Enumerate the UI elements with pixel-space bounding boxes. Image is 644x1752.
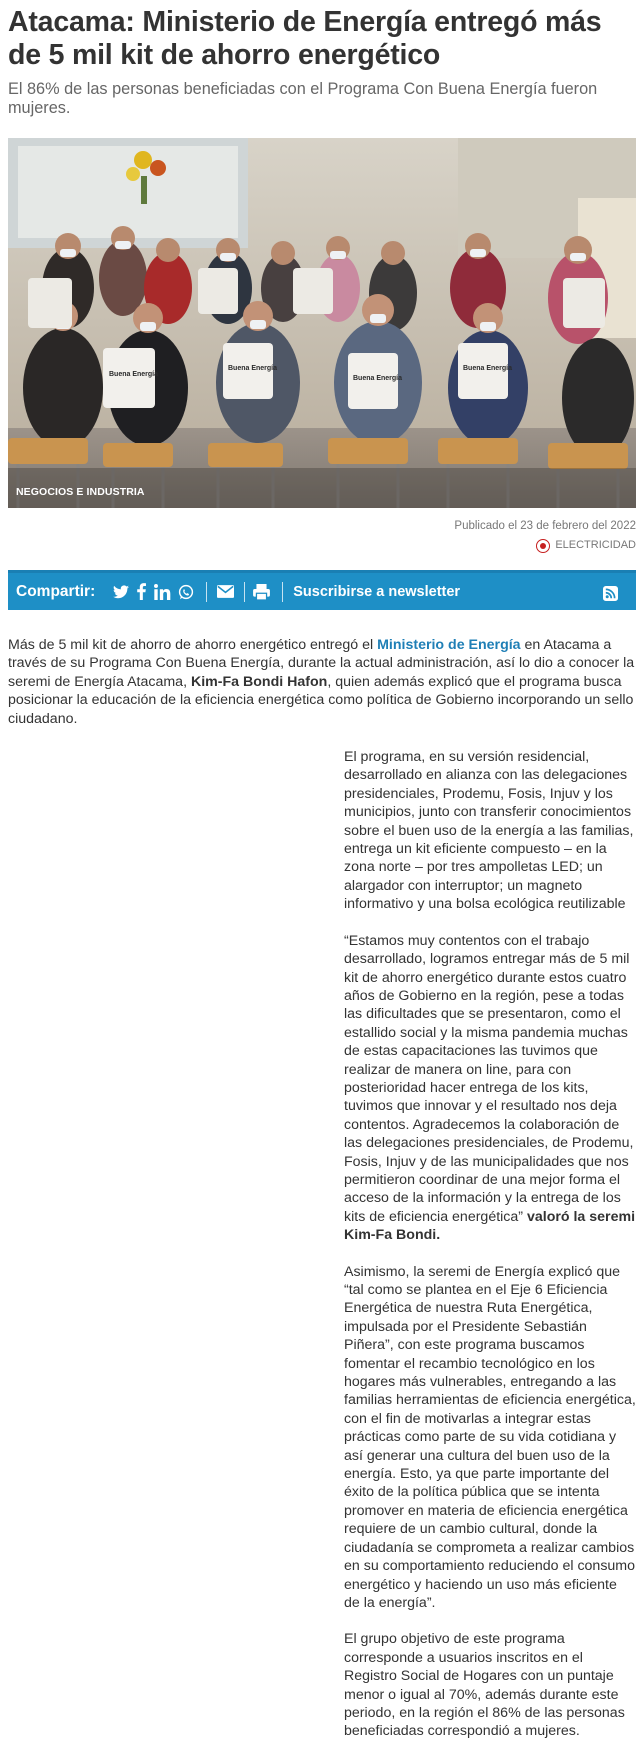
- paragraph-quote: “Estamos muy contentos con el trabajo desarrollado, logramos entregar más de 5 mil kit de ahorro energético durante estos cuatro años de Gobierno en la región, pese a todas las dificultades que se presentaron, como el estallido social y la misma pandemia muchas de estas capacitaciones las tuvimos que realizar de manera on line, para con posterioridad hacer entrega de los kits, tuvimos que innovar y el resultado nos deja contentos. Agradecemos la colaboración de las delegaciones presidenciales, de Prodemu, Fosis, Injuv y de las municipalidades que nos permitieron coordinar de una mejor forma el acceso de la información y la entrega de los kits de eficiencia energética” valoró la seremi Kim-Fa Bondi.: [344, 932, 636, 1244]
- linkedin-icon[interactable]: [154, 583, 170, 601]
- print-icon[interactable]: [253, 583, 270, 601]
- divider: [282, 582, 283, 602]
- divider: [244, 582, 245, 602]
- bag-print: Buena Energía: [463, 365, 513, 372]
- paragraph-grupo-objetivo: El grupo objetivo de este programa corresponde a usuarios inscritos en el Registro Social de Hogares con un puntaje menor o igual al 70%, además durante este periodo, en la región el 86% de las personas beneficiadas correspondió a mujeres.: [344, 1631, 625, 1740]
- share-label: Compartir:: [16, 582, 96, 600]
- twitter-icon[interactable]: [113, 583, 129, 601]
- whatsapp-icon[interactable]: [178, 583, 194, 601]
- paragraph-intro: Más de 5 mil kit de ahorro de ahorro energético entregó el Ministerio de Energía en Atacama a través de su Programa Con Buena Energía, durante la actual administración, así lo dio a conocer la seremi de Energía Atacama, Kim-Fa Bondi Hafon, quien además explicó que el programa busca posicionar la educación de la eficiencia energética como política de Gobierno incorporando un sello ciudadano.: [8, 637, 635, 727]
- image-category-label[interactable]: NEGOCIOS E INDUSTRIA: [16, 486, 145, 498]
- hero-image[interactable]: [8, 138, 636, 508]
- bag-print: Buena Energía: [228, 365, 278, 372]
- paragraph-asimismo: Asimismo, la seremi de Energía explicó que “tal como se plantea en el Eje 6 Eficiencia Energética de nuestra Ruta Energética, impulsada por el Presidente Sebastián Piñera”, con este programa buscamos fomentar el recambio tecnológico en los hogares más vulnerables, entregando a las familias herramientas de eficiencia energética, con el fin de motivarlas a integrar estas prácticas como parte de su vida cotidiana y así generar una cultura del buen uso de la energía. Esto, ya que parte importante del éxito de la política pública que se intenta promover en materia de eficiencia energética requiere de un cambio cultural, donde la ciudadanía se comprometa a realizar cambios en su comportamiento reduciendo el consumo energético y haciendo un uso más eficiente de la energía”.: [344, 1263, 636, 1611]
- publish-date: Publicado el 23 de febrero del 2022: [454, 520, 636, 532]
- email-icon[interactable]: [217, 583, 234, 601]
- article-tag[interactable]: [8, 537, 636, 554]
- facebook-icon[interactable]: [137, 583, 146, 601]
- bag-print: Buena Energía: [109, 371, 159, 378]
- article-meta: [8, 518, 636, 554]
- article-title: Atacama: Ministerio de Energía entregó más de 5 mil kit de ahorro energético: [8, 6, 602, 71]
- share-bar: [8, 570, 636, 610]
- tag-bullet-icon: [536, 539, 550, 553]
- embedded-media-placeholder: [8, 748, 344, 1752]
- group-photo: [8, 138, 636, 508]
- rss-icon[interactable]: [603, 584, 618, 602]
- paragraph-programa: El programa, en su versión residencial, desarrollado en alianza con las delegaciones presidenciales, Prodemu, Fosis, Injuv y los municipios, junto con transferir conocimientos sobre el buen uso de la energía a las familias, entrega un kit eficiente compuesto – en la zona norte – por tres ampolletas LED; un alargador con interruptor; un magneto informativo y una bolsa ecológica reutilizable: [344, 749, 634, 913]
- article-subtitle: El 86% de las personas beneficiadas con el Programa Con Buena Energía fueron mujeres.: [8, 80, 598, 117]
- ministerio-link[interactable]: Ministerio de Energía: [377, 637, 521, 653]
- newsletter-subscribe-link[interactable]: Suscribirse a newsletter: [293, 583, 461, 600]
- bag-print: Buena Energía: [353, 375, 403, 382]
- tag-label[interactable]: ELECTRICIDAD: [555, 539, 636, 551]
- divider: [206, 582, 207, 602]
- article-body: [8, 636, 636, 1741]
- article: [8, 0, 636, 1752]
